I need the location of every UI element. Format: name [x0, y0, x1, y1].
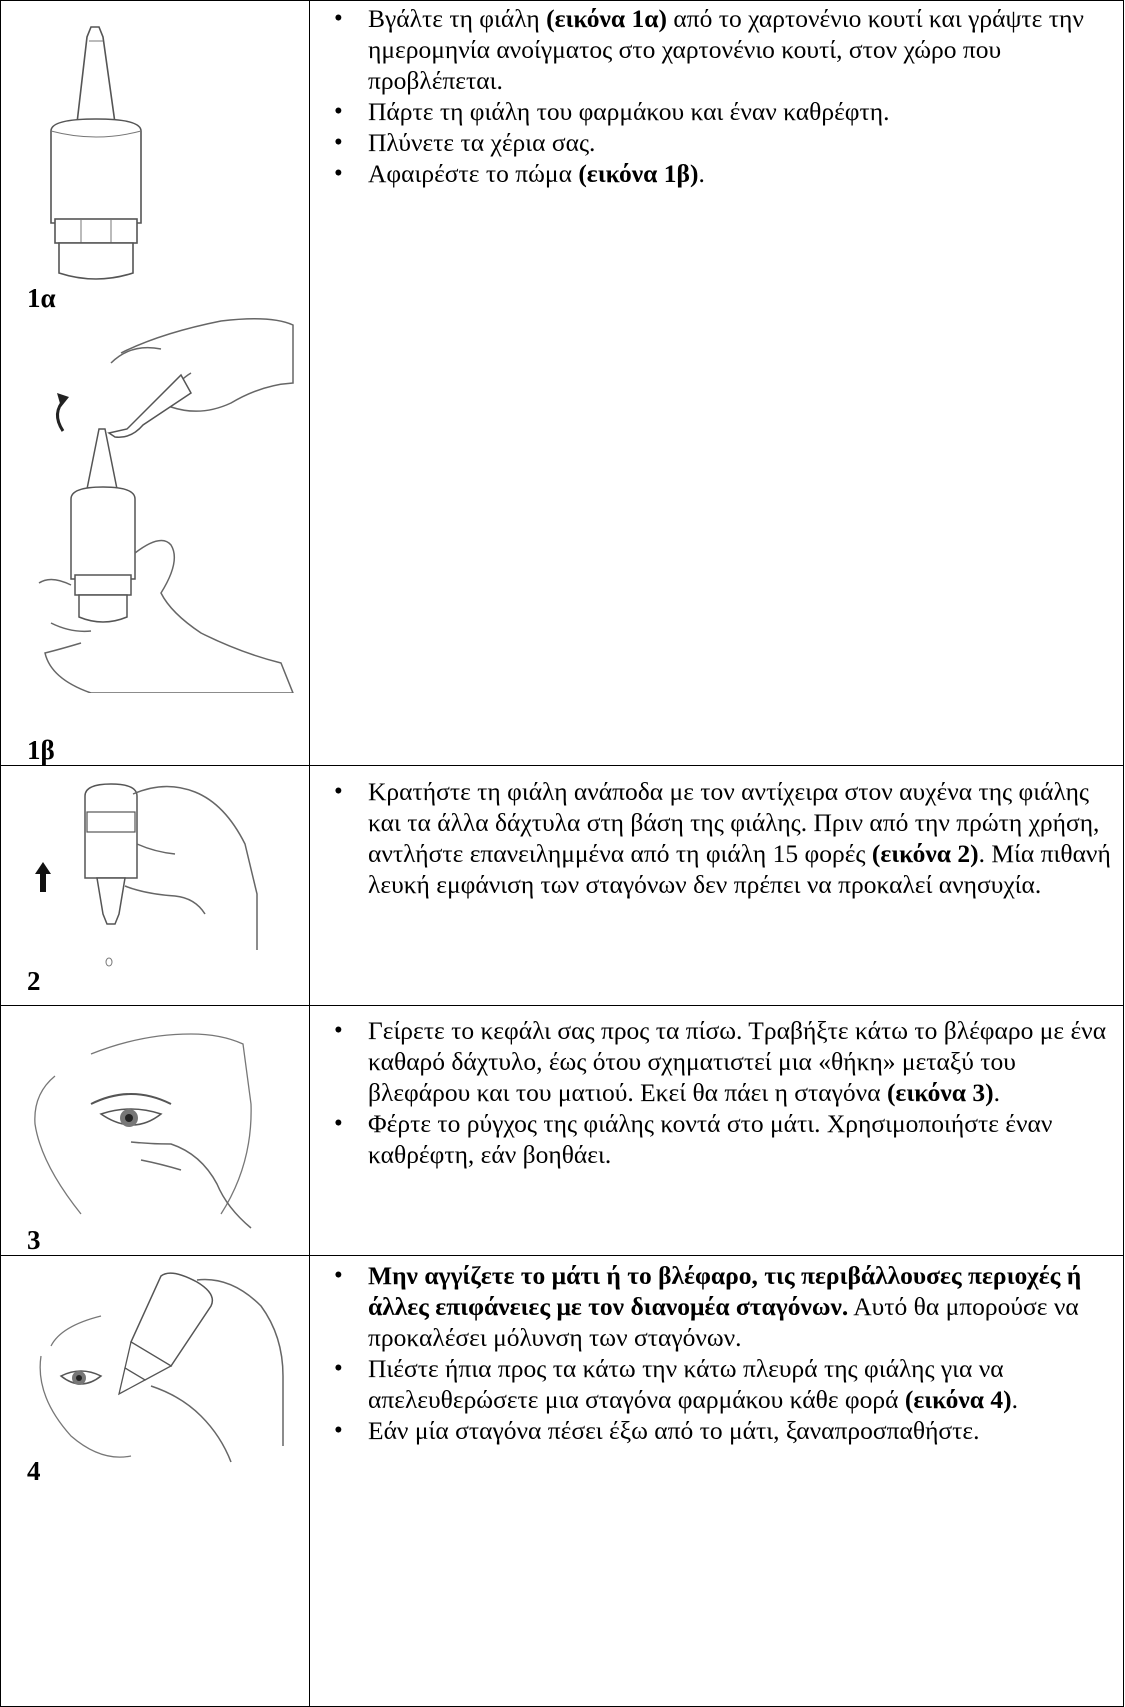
bullet-list-2 [310, 776, 1123, 900]
step-row-1 [1, 1, 1124, 766]
instruction-text: Βγάλτε τη φιάλη [368, 4, 547, 33]
instruction-text: Αυτό θα μπορούσε να προκαλέσει μόλυνση των σταγόνων. [368, 1292, 1079, 1352]
instruction-text-bold: (εικόνα 1α) [546, 4, 668, 33]
bullet-list-3 [310, 1015, 1123, 1170]
bullet-list-4 [310, 1260, 1123, 1446]
eye-lid-illustration [21, 1014, 291, 1234]
instruction-bullet [310, 1260, 1123, 1353]
instruction-text: Πιέστε ήπια προς τα κάτω την κάτω πλευρά της φιάλης για να απελευθερώσετε μια σταγόνα φαρμάκου κάθε φορά [368, 1354, 1004, 1414]
instruction-text: . [1011, 1385, 1018, 1414]
instruction-text: Γείρετε το κεφάλι σας προς τα πίσω. Τραβήξτε κάτω το βλέφαρο με ένα καθαρό δάχτυλο, έως ότου σχηματιστεί μια «θήκη» μεταξύ του βλεφάρου και του ματιού. Εκεί θα πάει η σταγόνα [368, 1016, 1107, 1107]
remove-cap-illustration [31, 313, 301, 693]
instruction-text-bold: (εικόνα 4) [904, 1385, 1012, 1414]
instruction-text-bold: (εικόνα 3) [886, 1078, 994, 1107]
figure-label-3: 3 [27, 1225, 41, 1255]
step-row-2 [1, 766, 1124, 1006]
instruction-bullet [310, 776, 1123, 900]
instruction-text: Πλύνετε τα χέρια σας. [368, 128, 596, 157]
bottle-with-cap-illustration [41, 23, 151, 285]
instruction-text: . [698, 159, 705, 188]
figure-label-2: 2 [27, 966, 41, 996]
instruction-bullet [310, 3, 1123, 96]
figure-label-4: 4 [27, 1456, 41, 1486]
figure-label-1b: 1β [27, 735, 55, 765]
instruction-bullet [310, 1108, 1123, 1170]
instruction-text-bold: Μην αγγίζετε το μάτι ή το βλέφαρο, τις περιβάλλουσες περιοχές ή άλλες επιφάνειες με τον διανομέα σταγόνων. [368, 1261, 1082, 1321]
bullet-list-1 [310, 3, 1123, 189]
instruction-text: Πάρτε τη φιάλη του φαρμάκου και έναν καθρέφτη. [368, 97, 890, 126]
instruction-bullet [310, 158, 1123, 189]
figure-cell-4 [1, 1256, 310, 1707]
instruction-bullet [310, 1353, 1123, 1415]
instruction-text: από το χαρτονένιο κουτί και γράψτε την ημερομηνία ανοίγματος στο χαρτονένιο κουτί, στον χώρο που προβλέπεται. [368, 4, 1084, 95]
instruction-bullet [310, 1415, 1123, 1446]
instruction-bullet [310, 1015, 1123, 1108]
step-row-3 [1, 1006, 1124, 1256]
figure-cell-2 [1, 766, 310, 1006]
instruction-text: Αφαιρέστε το πώμα [368, 159, 579, 188]
instruction-text: Εάν μία σταγόνα πέσει έξω από το μάτι, ξαναπροσπαθήστε. [368, 1416, 980, 1445]
instruction-bullet [310, 127, 1123, 158]
text-cell-3 [310, 1006, 1124, 1256]
instil-drop-illustration [21, 1266, 291, 1466]
figure-label-1a: 1α [27, 283, 56, 313]
text-cell-2 [310, 766, 1124, 1006]
priming-bottle-illustration [25, 774, 265, 984]
step-row-4 [1, 1256, 1124, 1707]
instruction-text-bold: (εικόνα 2) [871, 839, 979, 868]
instruction-text: Κρατήστε τη φιάλη ανάποδα με τον αντίχειρα στον αυχένα της φιάλης και τα άλλα δάχτυλα στη βάση της φιάλης. Πριν από την πρώτη χρήση, αντλήστε επανειλημμένα από τη φιάλη 15 φορές [368, 777, 1100, 868]
instruction-bullet [310, 96, 1123, 127]
text-cell-1 [310, 1, 1124, 766]
instruction-text-bold: (εικόνα 1β) [578, 159, 699, 188]
instruction-text: . [993, 1078, 1001, 1107]
figure-cell-3 [1, 1006, 310, 1256]
instruction-text: . Μία πιθανή λευκή εμφάνιση των σταγόνων δεν πρέπει να προκαλεί ανησυχία. [368, 839, 1111, 899]
text-cell-4 [310, 1256, 1124, 1707]
instruction-text: Φέρτε το ρύγχος της φιάλης κοντά στο μάτι. Χρησιμοποιήστε έναν καθρέφτη, εάν βοηθάει. [368, 1109, 1053, 1169]
figure-cell-1 [1, 1, 310, 766]
